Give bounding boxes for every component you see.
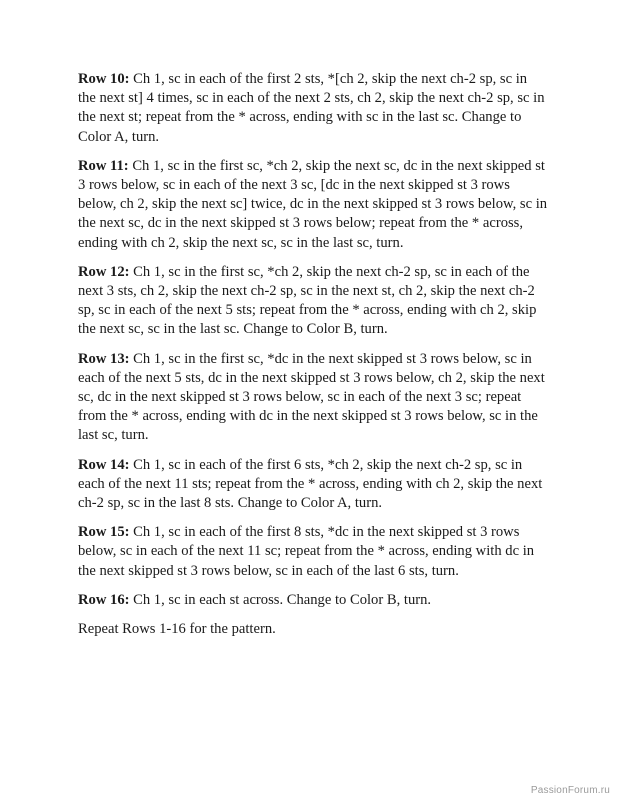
row-label: Row 16: [78,591,130,608]
row-instructions: Ch 1, sc in the first sc, *dc in the next skipped st 3 rows below, sc in each of the next 5 sts, dc in the next skipped st 3 rows below, ch 2, skip the next sc, dc in the next skipped st 3 rows below, sc in each of the next 3 sc; repeat from the * across, ending with dc in the next skipped st 3 rows below, sc in the last sc, turn. [78,350,545,444]
row-label: Row 15: [78,524,130,541]
row-12-paragraph [78,263,548,340]
row-instructions: Ch 1, sc in the first sc, *ch 2, skip the next ch-2 sp, sc in each of the next 3 sts, ch 2, skip the next ch-2 sp, sc in the next st, ch 2, skip the next ch-2 sp, sc in each of the next 5 sts; repeat from the * across, ending with ch 2, skip the next sc, sc in the last sc. Change to Color B, turn. [78,263,537,338]
row-instructions: Ch 1, sc in each of the first 2 sts, *[ch 2, skip the next ch-2 sp, sc in the next st] 4 times, sc in each of the next 2 sts, ch 2, skip the next ch-2 sp, sc in the next st; repeat from the * across, ending with sc in the last sc. Change to Color A, turn. [78,71,545,145]
row-10-paragraph [78,70,548,147]
row-13-paragraph [78,350,548,446]
row-15-paragraph [78,523,548,581]
row-16-paragraph [78,591,548,610]
row-11-paragraph [78,157,548,253]
document-page [78,70,548,649]
row-label: Row 11: [78,157,129,174]
row-label: Row 13: [78,350,130,367]
watermark: PassionForum.ru [530,785,610,796]
row-instructions: Ch 1, sc in each of the first 6 sts, *ch 2, skip the next ch-2 sp, sc in each of the next 11 sts; repeat from the * across, ending with ch 2, skip the next ch-2 sp, sc in the last 8 sts. Change to Color A, turn. [78,456,543,512]
row-label: Row 14: [78,456,130,473]
row-instructions: Ch 1, sc in each of the first 8 sts, *dc in the next skipped st 3 rows below, sc in each of the next 11 sc; repeat from the * across, ending with dc in the next skipped st 3 rows below, sc in each of the last 6 sts, turn. [78,524,535,579]
row-instructions: Ch 1, sc in the first sc, *ch 2, skip the next sc, dc in the next skipped st 3 rows below, sc in each of the next 3 sc, [dc in the next skipped st 3 rows below, ch 2, skip the next sc] twice, dc in the next skipped st 3 rows below, sc in the next sc, dc in the next skipped st 3 rows below; repeat from the * across, ending with ch 2, skip the next sc, sc in the last sc, turn. [78,157,548,251]
closing-paragraph: Repeat Rows 1-16 for the pattern. [78,621,276,638]
row-label: Row 10: [78,71,130,87]
row-instructions: Ch 1, sc in each st across. Change to Color B, turn. [129,591,432,608]
row-14-paragraph [78,456,548,514]
row-label: Row 12: [78,263,130,280]
